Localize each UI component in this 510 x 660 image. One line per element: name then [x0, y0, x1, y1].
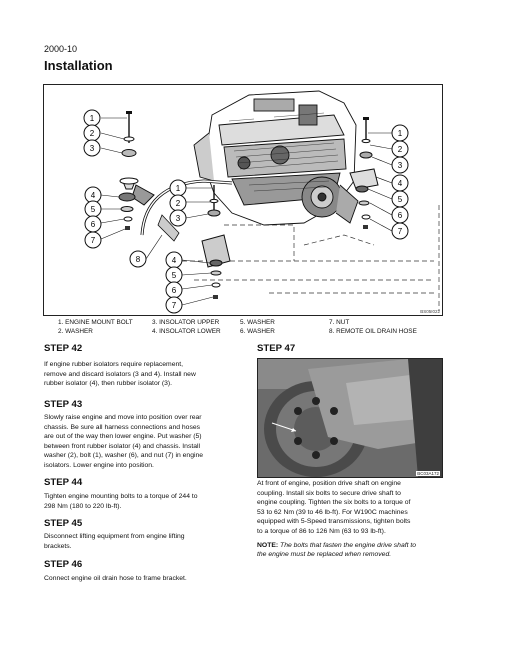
step-44	[44, 477, 244, 488]
step-45-body	[44, 532, 244, 551]
legend-item: 2. WASHER	[58, 328, 93, 335]
svg-text:7: 7	[171, 301, 177, 310]
note-text-cont: the engine must be replaced when removed.	[257, 551, 392, 559]
callout-8: 8	[135, 255, 141, 264]
left-upper-leaders	[101, 118, 127, 153]
text-line: equipped with 5-Speed transmissions, tighten bolts	[257, 518, 411, 526]
step-43-title: STEP 43	[44, 399, 83, 410]
callout-1: 1	[89, 114, 95, 123]
step-47	[257, 343, 457, 354]
legend-item: 3. INSOLATOR UPPER	[152, 319, 220, 326]
svg-text:6: 6	[397, 211, 403, 220]
text-line: 53 to 62 Nm (39 to 46 lb-ft). For W190C machines	[257, 508, 408, 516]
engine-diagram-svg	[44, 85, 442, 315]
legend-item: 8. REMOTE OIL DRAIN HOSE	[329, 328, 417, 335]
svg-text:3: 3	[175, 214, 181, 223]
step-42-body	[44, 360, 244, 389]
callout-5: 5	[90, 205, 96, 214]
step-46-body	[44, 574, 244, 584]
callout-7: 7	[90, 236, 96, 245]
svg-text:4: 4	[171, 256, 177, 265]
engine-block	[194, 91, 358, 225]
text-line: 298 Nm (180 to 220 lb-ft).	[44, 502, 122, 510]
text-line: chassis. Be sure all harness connections and hoses	[44, 423, 201, 431]
text-line: Tighten engine mounting bolts to a torque of 244 to	[44, 493, 198, 500]
step-43-body	[44, 413, 244, 471]
center-callouts	[166, 180, 186, 313]
note-text: The bolts that fasten the engine drive shaft to	[280, 541, 417, 549]
svg-text:2: 2	[397, 145, 403, 154]
svg-text:3: 3	[397, 161, 403, 170]
step-44-body	[44, 492, 244, 511]
left-upper-mount-stack	[120, 111, 154, 205]
text-line: are out of the way then lower engine. Put washer (5)	[44, 433, 202, 441]
callout-2: 2	[89, 129, 95, 138]
text-line: Slowly raise engine and move into position over rear	[44, 414, 202, 421]
step-47-body	[257, 479, 445, 560]
callout-6: 6	[90, 220, 96, 229]
text-line: isolators. Lower engine into position.	[44, 461, 154, 469]
text-line: brackets.	[44, 542, 72, 550]
step-45-title: STEP 45	[44, 518, 83, 529]
step-44-title: STEP 44	[44, 477, 83, 488]
step-43	[44, 399, 244, 410]
legend-item: 1. ENGINE MOUNT BOLT	[58, 319, 133, 326]
text-line: rubber isolator (4), then rubber isolator (3).	[44, 380, 173, 388]
engine-mount-diagram	[43, 84, 443, 316]
page-number: 2000-10	[44, 44, 78, 54]
text-line: to a torque of 86 to 126 Nm (63 to 93 lb-ft).	[257, 527, 386, 535]
svg-text:2: 2	[175, 199, 181, 208]
step-42	[44, 343, 244, 354]
svg-text:4: 4	[397, 179, 403, 188]
right-callouts	[392, 125, 408, 239]
svg-text:5: 5	[397, 195, 403, 204]
note	[257, 541, 445, 551]
legend-item: 6. WASHER	[240, 328, 275, 335]
text-line: Disconnect lifting equipment from engine lifting	[44, 533, 185, 540]
step-46	[44, 559, 244, 570]
svg-text:6: 6	[171, 286, 177, 295]
note-label: NOTE:	[257, 541, 279, 549]
text-line: between front rubber isolator (4) and chassis. Install	[44, 442, 201, 450]
svg-text:5: 5	[171, 271, 177, 280]
left-lower-leaders	[101, 195, 125, 239]
left-lower-mount-stack	[119, 193, 135, 230]
step-42-title: STEP 42	[44, 343, 83, 354]
left-upper-callouts	[84, 110, 100, 156]
text-line: washer (2), bolt (1), washer (6), and nut (7) in engine	[44, 452, 204, 460]
text-line: remove and discard isolators (3 and 4). Install new	[44, 370, 196, 378]
callout-4: 4	[90, 191, 96, 200]
text-line: coupling. Install six bolts to secure drive shaft to	[257, 489, 401, 497]
text-line: If engine rubber isolators require replacement,	[44, 361, 184, 368]
text-line: Connect engine oil drain hose to frame bracket.	[44, 575, 187, 582]
section-title: Installation	[44, 58, 113, 73]
legend-item: 4. INSOLATOR LOWER	[152, 328, 221, 335]
left-lower-callouts	[85, 187, 101, 248]
drive-shaft-photo-svg	[258, 359, 442, 477]
step-45	[44, 518, 244, 529]
step-46-title: STEP 46	[44, 559, 83, 570]
legend-item: 7. NUT	[329, 319, 350, 326]
figure-code: BS05I022	[420, 309, 440, 314]
svg-text:1: 1	[397, 129, 403, 138]
svg-text:1: 1	[175, 184, 181, 193]
photo-code: BC03A172	[417, 471, 439, 476]
text-line: engine coupling. Tighten the six bolts to a torque of	[257, 499, 411, 507]
text-line: At front of engine, position drive shaft on engine	[257, 480, 401, 487]
step-47-title: STEP 47	[257, 343, 296, 354]
drive-shaft-photo	[257, 358, 443, 478]
svg-text:7: 7	[397, 227, 403, 236]
callout-3: 3	[89, 144, 95, 153]
legend-item: 5. WASHER	[240, 319, 275, 326]
